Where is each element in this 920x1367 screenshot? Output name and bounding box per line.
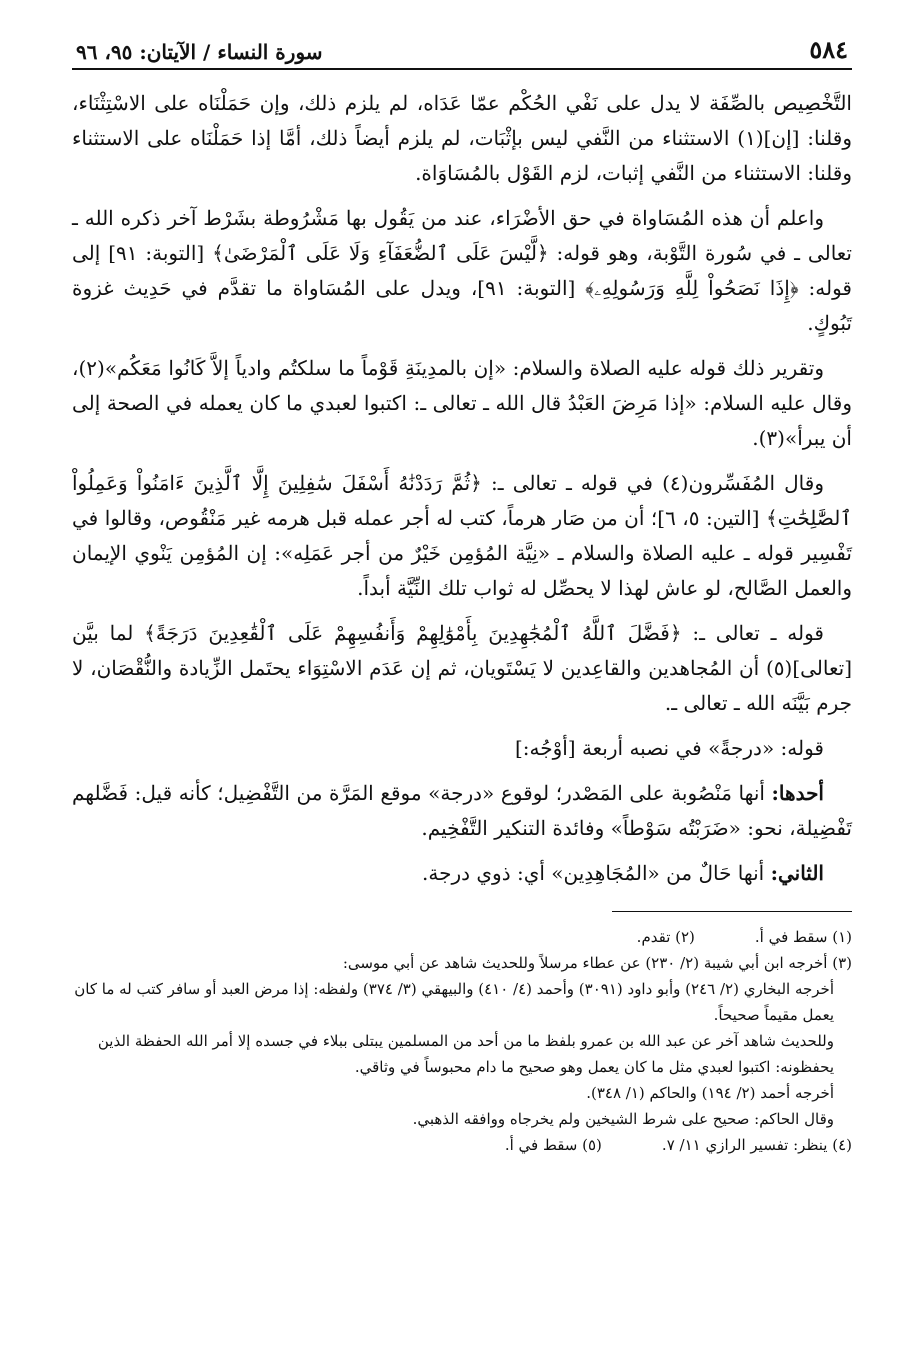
point-paragraph	[72, 856, 852, 891]
footnote-row	[72, 924, 852, 950]
footnote-detail: وللحديث شاهد آخر عن عبد الله بن عمرو بلفظ ما من أحد من المسلمين يبتلى ببلاء في جسده إلا أمر الله الحفظة الذين يحفظونه: اكتبوا لعبدي مثل ما كان يعمل وهو صحيح ما دام محبوساً في وثاقي.	[97, 1032, 834, 1076]
page-header	[72, 28, 852, 70]
page-number: ٥٨٤	[809, 35, 848, 64]
footnote-detail: وقال الحاكم: صحيح على شرط الشيخين ولم يخرجاه ووافقه الذهبي.	[412, 1110, 834, 1128]
footnote: (٢) تقدم.	[636, 928, 695, 946]
footnote: (٣) أخرجه ابن أبي شيبة (٢/ ٢٣٠) عن عطاء مرسلاً وللحديث شاهد عن أبي موسى:	[342, 954, 852, 972]
footnote: (١) سقط في أ.	[754, 928, 852, 946]
footnote: (٤) ينظر: تفسير الرازي ١١/ ٧.	[661, 1136, 852, 1154]
paragraph: قوله ـ تعالى ـ: ﴿فَضَّلَ ٱللَّهُ ٱلْمُجَٰهِدِينَ بِأَمْوَٰلِهِمْ وَأَنفُسِهِمْ عَلَى ٱلْقَٰعِدِينَ دَرَجَةً﴾ لما بيَّن [تعالى](٥) أن المُجاهدين والقاعِدين لا يَسْتَويان، ثم إن عَدَم الاسْتِوَاء يحتَمل الزِّيادة والنُّقْصَان، لا جرم بَيَّنَه الله ـ تعالى ـ.	[72, 621, 852, 715]
point-text: أنها مَنْصُوبة على المَصْدر؛ لوقوع «درجة» موقع المَرَّة من التَّفْضِيل؛ كأنه قيل: فَضَّلهم تَفْضِيلة، نحو: «ضَرَبْتُه سَوْطاً» وفائدة التنكير التَّفْخِيم.	[72, 781, 852, 840]
paragraph: واعلم أن هذه المُسَاواة في حق الأضْرَاء، عند من يَقُول بها مَشْرُوطة بشَرْط آخر ذكره الله ـ تعالى ـ في سُورة التَّوْبة، وهو قوله: ﴿لَّيْسَ عَلَى ٱلضُّعَفَآءِ وَلَا عَلَى ٱلْمَرْضَىٰ﴾ [التوبة: ٩١] إلى قوله: ﴿إِذَا نَصَحُواْ لِلَّهِ وَرَسُولِهِۦ﴾ [التوبة: ٩١]، ويدل على المُسَاواة ما تقدَّم في حَدِيث غزوة تَبُوكٍ.	[72, 206, 852, 335]
footnotes	[72, 924, 852, 1158]
point-label: الثاني:	[770, 861, 824, 885]
paragraph: قوله: «درجةً» في نصبه أربعة [أوْجُه:]	[514, 736, 824, 760]
point-text: أنها حَالٌ من «المُجَاهِدِين» أي: ذوي درجة.	[422, 861, 765, 885]
footnote-detail: أخرجه البخاري (٢/ ٢٤٦) وأبو داود (٣٠٩١) وأحمد (٤/ ٤١٠) والبيهقي (٣/ ٣٧٤) ولفظه: إذا مرض العبد أو سافر كتب له ما كان يعمل مقيماً صحيحاً.	[74, 980, 834, 1024]
paragraph: التَّخْصِيص بالصِّفَة لا يدل على نَفْي الحُكْم عمّا عَدَاه، لم يلزم ذلك، وإن حَمَلْنَاه على الاسْتِثْنَاء، وقلنا: [إن](١) الاستثناء من النَّفي ليس بإثْبَات، لم يلزم أيضاً ذلك، أمَّا إذا حَمَلْنَاه على الاستثناء وقلنا: الاستثناء من النَّفي إثبات، لزم القَوْل بالمُسَاوَاة.	[72, 91, 852, 185]
book-page	[72, 28, 852, 1348]
main-text	[72, 70, 852, 891]
footnote-detail: أخرجه أحمد (٢/ ١٩٤) والحاكم (١/ ٣٤٨).	[586, 1084, 834, 1102]
footnote-divider	[612, 911, 852, 912]
point-label: أحدها:	[771, 781, 824, 805]
footnote-row	[72, 1132, 852, 1158]
point-paragraph	[72, 776, 852, 846]
running-title: سورة النساء / الآيتان: ٩٥، ٩٦	[76, 40, 323, 64]
paragraph: وتقرير ذلك قوله عليه الصلاة والسلام: «إن بالمدِينَةِ قَوْماً ما سلكتُم وادياً إلاَّ كَانُوا مَعَكُم»(٢)، وقال عليه السلام: «إذا مَرِضَ العَبْدُ قال الله ـ تعالى ـ: اكتبوا لعبدي ما كان يعمله في الصحة إلى أن يبرأ»(٣).	[72, 356, 852, 450]
paragraph: وقال المُفَسِّرون(٤) في قوله ـ تعالى ـ: ﴿ثُمَّ رَدَدْنَٰهُ أَسْفَلَ سَٰفِلِينَ إِلَّا ٱلَّذِينَ ءَامَنُواْ وَعَمِلُواْ ٱلصَّٰلِحَٰتِ﴾ [التين: ٥، ٦]؛ أن من صَار هرماً، كتب له أجر عمله قبل هرمه غير مَنْقُوص، وقالوا في تَفْسِير قوله ـ عليه الصلاة والسلام ـ «نِيَّة المُؤمِن خَيْرٌ من أجر عَمَلِه»: إن المُؤمِن يَنْوي الإيمان والعمل الصَّالح، لو عاش لهذا لا يحصِّل له ثواب تلك النِّيَّة أبداً.	[72, 471, 853, 600]
footnote: (٥) سقط في أ.	[504, 1136, 602, 1154]
